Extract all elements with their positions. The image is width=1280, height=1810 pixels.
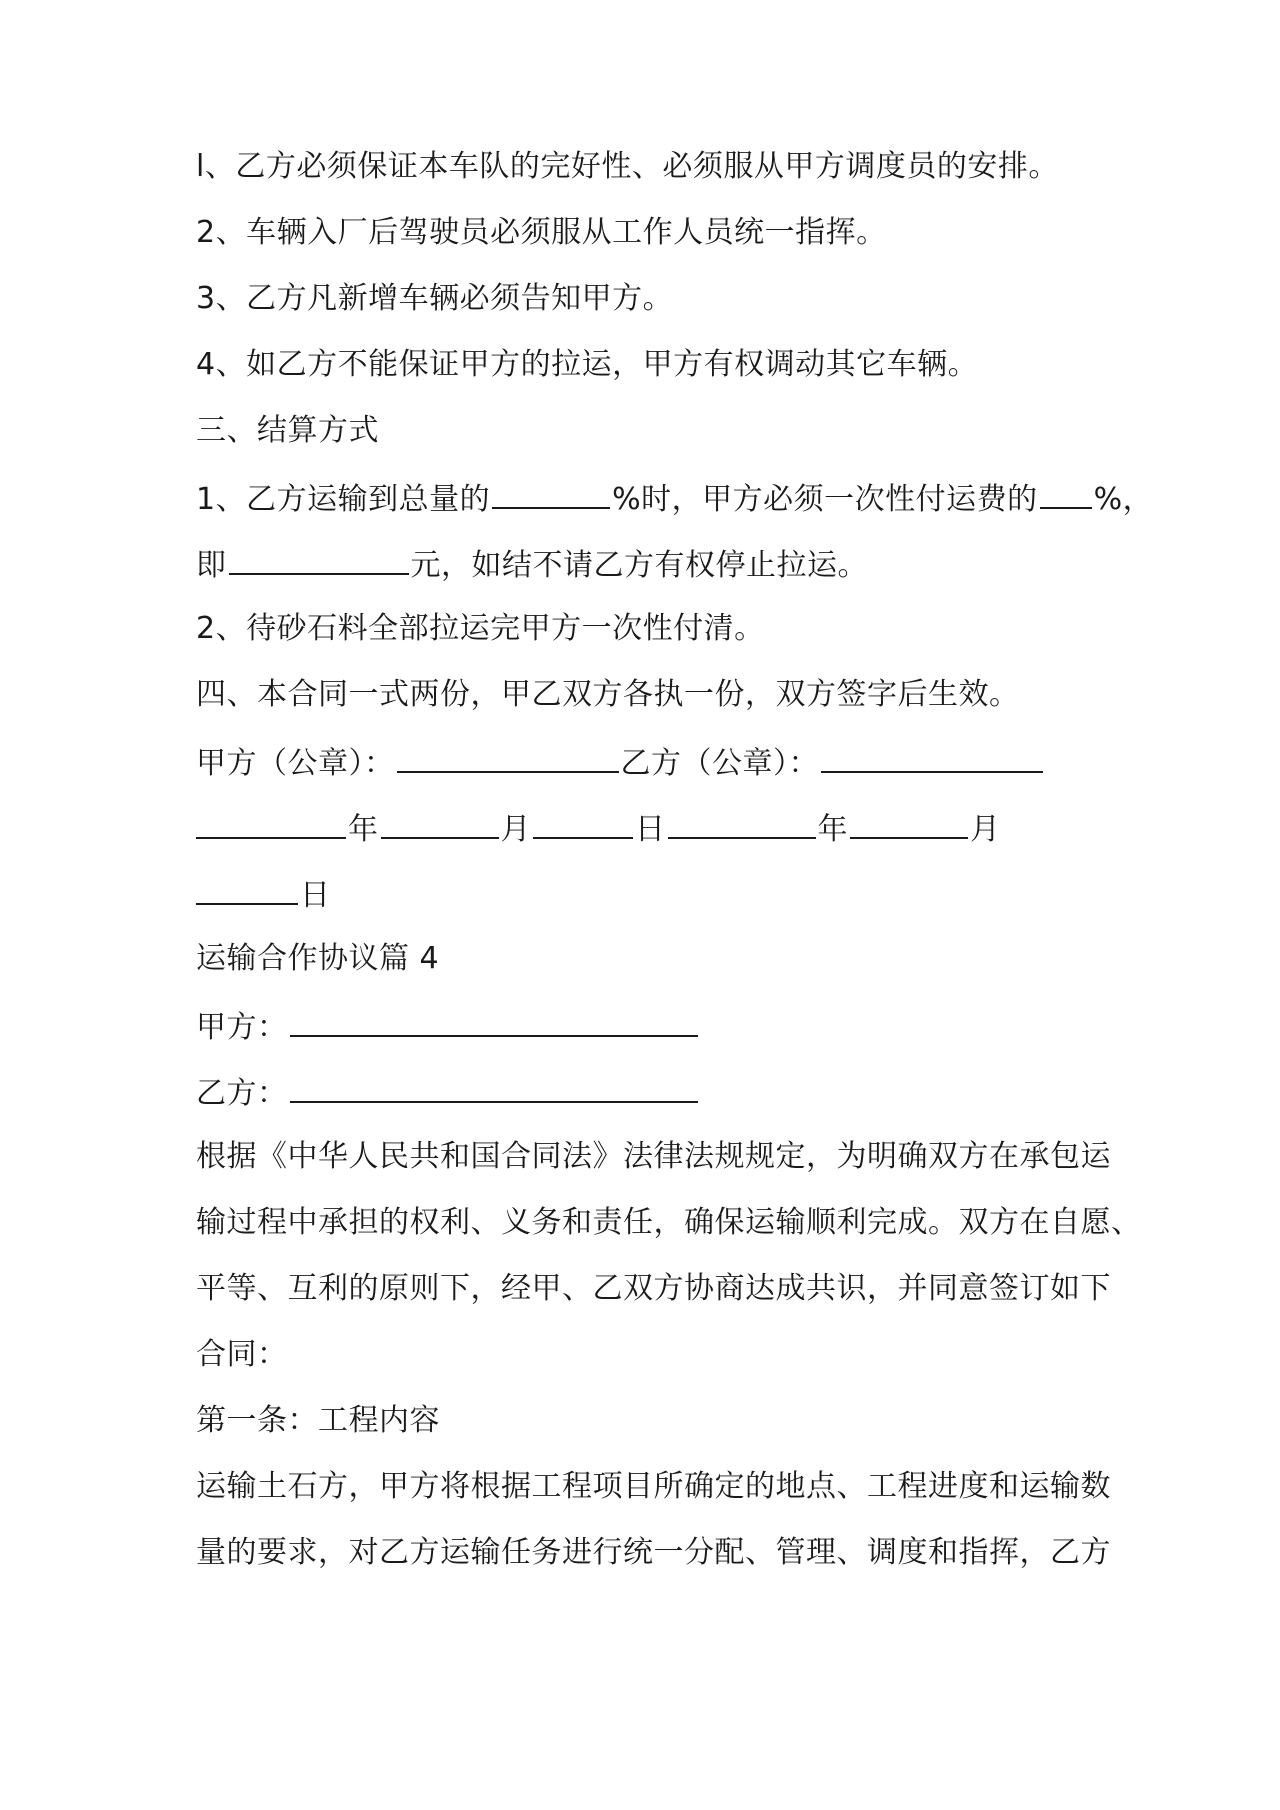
month-label-b: 月 [970,812,1001,847]
day-label-b: 日 [300,878,331,913]
percent-blank-1[interactable] [492,477,610,509]
party-b-line [196,1071,700,1111]
settlement-1-suffix: %， [1093,482,1154,517]
body-line-3: 平等、互利的原则下，经甲、乙双方协商达成共识，并同意签订如下 [196,1271,1111,1306]
body-line-1: 根据《中华人民共和国合同法》法律法规规定，为明确双方在承包运 [196,1139,1111,1174]
party-b-blank[interactable] [290,1071,698,1103]
party-b-seal-label: 乙方（公章）： [620,746,819,781]
settlement-2-suffix: 元，如结不请乙方有权停止拉运。 [410,548,868,583]
day-blank-a[interactable] [533,807,633,839]
clause-line-4: 4、如乙方不能保证甲方的拉运，甲方有权调动其它车辆。 [196,347,979,382]
party-a-label: 甲方： [196,1010,288,1045]
article-1-line-1: 运输土石方，甲方将根据工程项目所确定的地点、工程进度和运输数 [196,1469,1111,1504]
year-label-b: 年 [817,812,848,847]
article-1-line-2: 量的要求，对乙方运输任务进行统一分配、管理、调度和指挥，乙方 [196,1535,1111,1570]
settlement-clause-1 [196,477,1153,517]
copies-clause: 四、本合同一式两份，甲乙双方各执一份，双方签字后生效。 [196,677,1020,712]
day-label-a: 日 [635,812,666,847]
party-a-line [196,1005,700,1045]
month-blank-a[interactable] [381,807,499,839]
settlement-1-prefix: 1、乙方运输到总量的 [196,482,491,517]
party-b-seal-blank[interactable] [821,741,1043,773]
year-blank-a[interactable] [196,807,346,839]
body-line-2: 输过程中承担的权利、义务和责任，确保运输顺利完成。双方在自愿、 [196,1205,1142,1240]
party-a-seal-blank[interactable] [397,741,619,773]
party-a-seal-label: 甲方（公章）： [196,746,395,781]
section-heading-settlement: 三、结算方式 [196,413,379,448]
clause-line-2: 2、车辆入厂后驾驶员必须服从工作人员统一指挥。 [196,215,887,250]
settlement-clause-2: 2、待砂石料全部拉运完甲方一次性付清。 [196,611,765,646]
body-line-4: 合同： [196,1337,288,1372]
party-b-label: 乙方： [196,1076,288,1111]
month-blank-b[interactable] [850,807,968,839]
year-label-a: 年 [348,812,379,847]
settlement-1-middle: %时，甲方必须一次性付运费的 [612,482,1038,517]
date-line [196,807,1001,847]
section-title: 运输合作协议篇 4 [196,941,440,976]
settlement-clause-1-cont [196,543,868,583]
year-blank-b[interactable] [668,807,816,839]
day-blank-b[interactable] [196,873,298,905]
clause-line-1: l、乙方必须保证本车队的完好性、必须服从甲方调度员的安排。 [196,149,1059,184]
clause-line-3: 3、乙方凡新增车辆必须告知甲方。 [196,281,674,316]
month-label-a: 月 [500,812,531,847]
percent-blank-2[interactable] [1040,477,1092,509]
party-a-blank[interactable] [290,1005,698,1037]
amount-blank[interactable] [229,543,409,575]
article-1-title: 第一条：工程内容 [196,1403,440,1438]
settlement-2-prefix: 即 [196,548,227,583]
signature-line [196,741,1045,781]
date-line-cont [196,873,331,913]
